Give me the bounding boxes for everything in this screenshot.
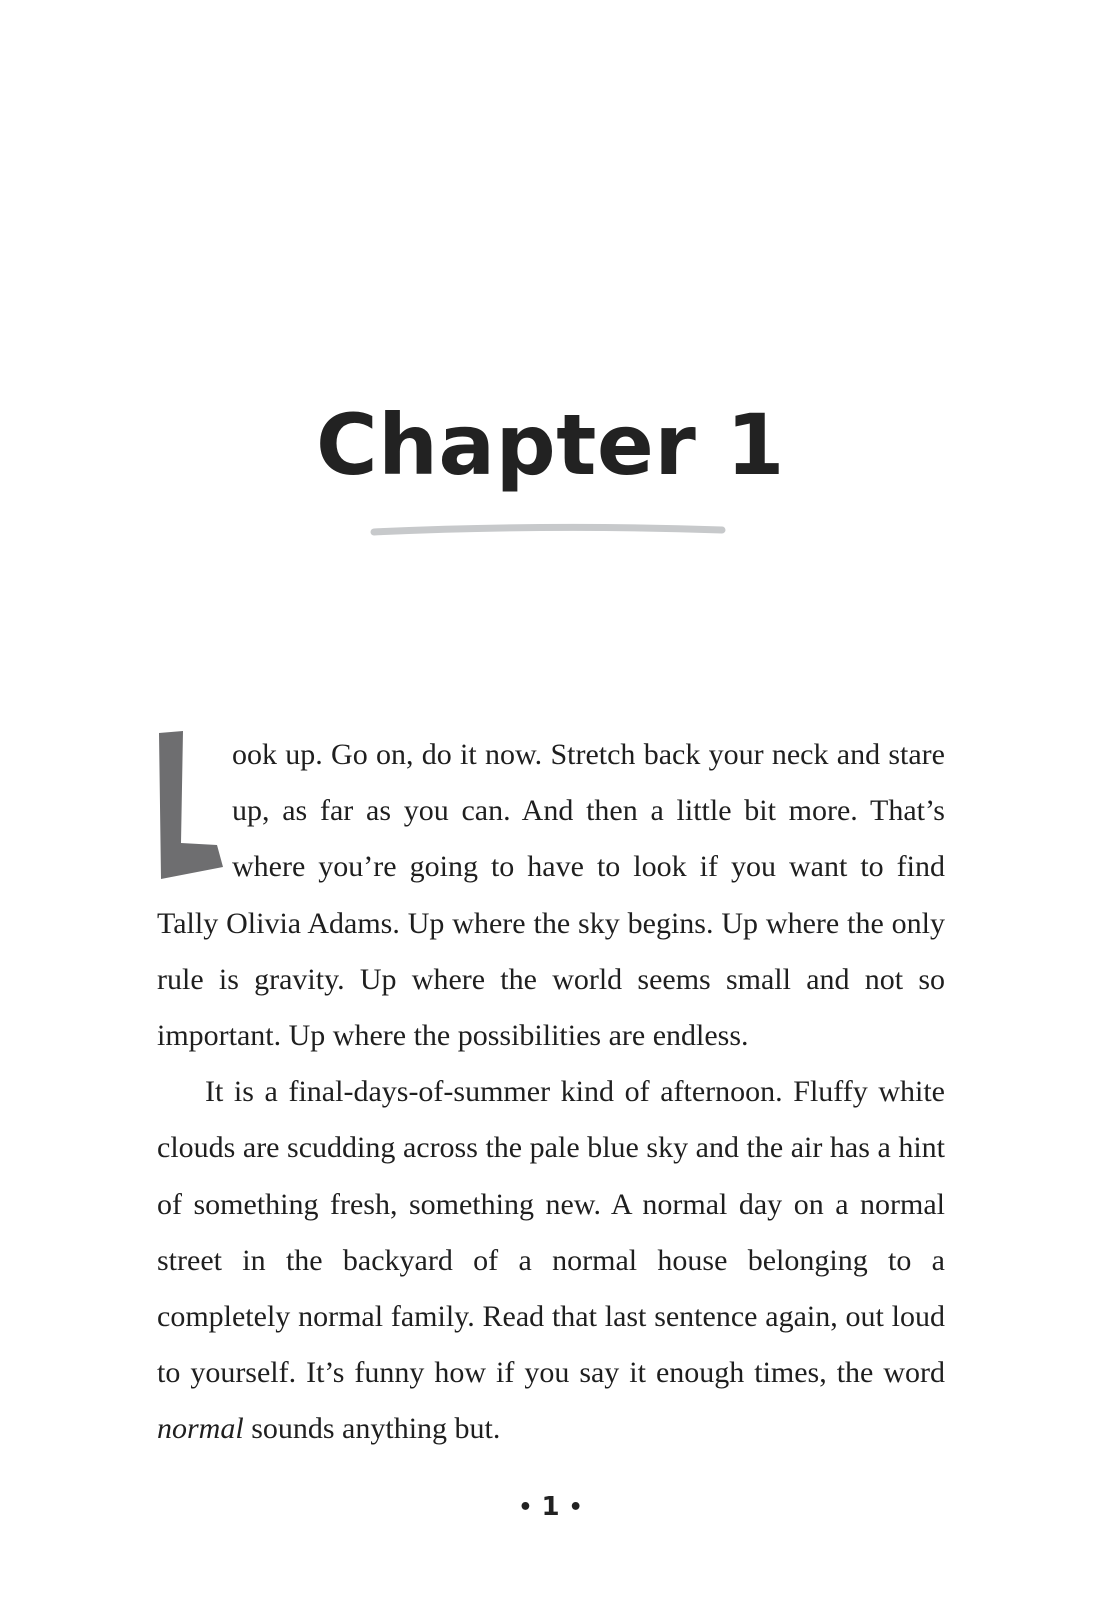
page-number-left-dot: • — [518, 1495, 533, 1520]
paragraph-1 — [157, 727, 945, 1064]
paragraph-2 — [157, 1064, 945, 1457]
drop-cap-l-shape — [157, 731, 225, 881]
chapter-body — [157, 727, 945, 1458]
page-number-value: 1 — [541, 1492, 560, 1522]
title-underline — [370, 522, 726, 540]
paragraph-2-text-after: sounds anything but. — [243, 1412, 501, 1446]
paragraph-2-text-before: It is a final-days-of-summer kind of afternoon. Fluffy white clouds are scudding across the pale blue sky and the air has a hint of something fresh, something new. A normal day on a normal street in the backyard of a normal house belonging to a completely normal family. Read that last sentence again, out loud to yourself. It’s funny how if you say it enough times, the word — [157, 1075, 945, 1390]
page-number — [0, 1492, 1101, 1522]
emphasis-normal: normal — [157, 1412, 244, 1446]
paragraph-1-text: ook up. Go on, do it now. Stretch back your neck and stare up, as far as you can. And then a little bit more. That’s where you’re going to have to look if you want to find Tally Olivia Adams. Up where the sky begins. Up where the only rule is gravity. Up where the world seems small and not so important. Up where the possibilities are endless. — [157, 738, 945, 1053]
page-number-right-dot: • — [568, 1495, 583, 1520]
chapter-title: Chapter 1 — [315, 396, 785, 494]
drop-cap-letter — [157, 731, 232, 881]
